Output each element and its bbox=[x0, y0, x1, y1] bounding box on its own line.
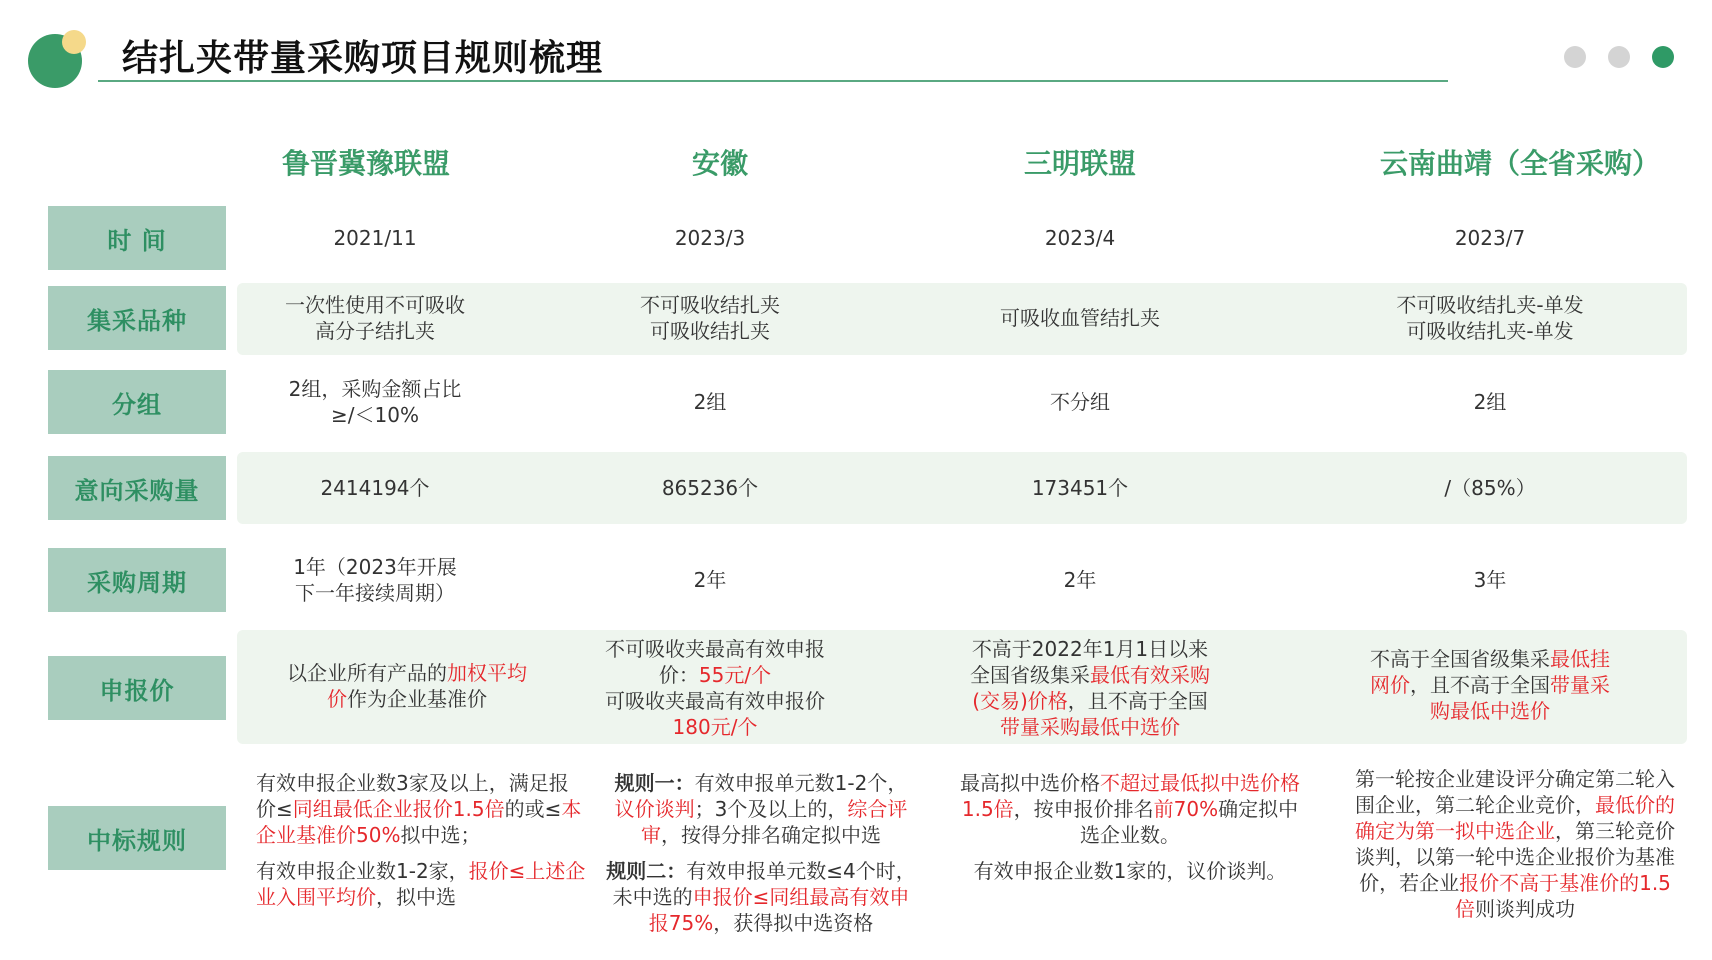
text: ，且不高于全国 bbox=[1410, 673, 1550, 697]
column-header-sanming: 三明联盟 bbox=[1023, 147, 1136, 180]
highlight-text: 带量采购最低中选价 bbox=[1000, 715, 1180, 739]
cell-line: 3年 bbox=[1473, 568, 1507, 592]
cell-volume-yunnan: /（85%） bbox=[1444, 476, 1536, 500]
text: 则谈判成功 bbox=[1475, 897, 1575, 921]
text: ，按申报价排名 bbox=[1013, 797, 1154, 821]
text: 不高于全国省级集采 bbox=[1370, 647, 1550, 671]
highlight-text: 综合评审 bbox=[641, 797, 908, 847]
cell-cycle-lujinjiyu bbox=[250, 548, 500, 612]
rule-title: 规则一： bbox=[614, 771, 695, 795]
cell-rule-lujinjiyu bbox=[256, 770, 586, 920]
text: 不可吸收夹最高有效申报价： bbox=[605, 637, 825, 687]
text: ；3个及以上的， bbox=[694, 797, 848, 821]
cell-variety-sanming bbox=[950, 286, 1210, 350]
highlight-text: 不超过最低拟中选价格1.5倍 bbox=[961, 771, 1300, 821]
cell-line: 可吸收血管结扎夹 bbox=[1000, 306, 1160, 330]
rule-paragraph bbox=[256, 858, 586, 910]
rule-paragraph bbox=[256, 770, 586, 848]
cell-line: 2年 bbox=[1063, 568, 1097, 592]
cell-rule-anhui bbox=[606, 770, 916, 940]
cell-line: ≥/＜10% bbox=[331, 403, 419, 427]
column-header-anhui: 安徽 bbox=[691, 147, 748, 180]
cell-line: 下一年接续周期） bbox=[295, 581, 455, 605]
cell-line: 1年（2023年开展 bbox=[293, 555, 457, 579]
text: ，获得拟中选资格 bbox=[713, 911, 874, 935]
text: 有效申报企业数1-2家， bbox=[256, 859, 469, 883]
row-label-rule: 中标规则 bbox=[48, 806, 226, 870]
cell-line: 高分子结扎夹 bbox=[315, 319, 435, 343]
cell-line: 不分组 bbox=[1050, 390, 1110, 414]
text: 作为企业基准价 bbox=[347, 687, 487, 711]
highlight-text: 55元/个 bbox=[698, 663, 772, 687]
highlight-text: 加权平均价 bbox=[327, 661, 527, 711]
highlight-text: 本企业基准价50% bbox=[256, 797, 582, 847]
highlight-text: 带量采购最低中选价 bbox=[1430, 673, 1610, 723]
rule-paragraph bbox=[606, 858, 916, 936]
page-dot bbox=[1564, 46, 1586, 68]
cell-time-sanming: 2023/4 bbox=[1044, 226, 1116, 250]
logo-icon bbox=[28, 30, 84, 86]
text: 可吸收夹最高有效申报价 bbox=[605, 689, 825, 713]
text: 不高于2022年1月1日以来全国省级集采 bbox=[970, 637, 1209, 687]
cell-cycle-sanming bbox=[950, 548, 1210, 612]
highlight-text: 申报价≤同组最高有效申报75% bbox=[648, 885, 910, 935]
text: 最高拟中选价格 bbox=[960, 771, 1100, 795]
text: 有效申报单元数1-2个， bbox=[694, 771, 908, 795]
highlight-text: 最低价的确定为第一拟中选企业 bbox=[1355, 793, 1675, 843]
cell-rule-yunnan bbox=[1350, 766, 1680, 936]
cell-price-sanming bbox=[965, 636, 1215, 744]
highlight-text: 报价≤上述企业入围平均价 bbox=[256, 859, 586, 909]
rule-paragraph: 有效申报企业数1家的，议价谈判。 bbox=[973, 859, 1287, 883]
highlight-text: 报价不高于基准价的1.5倍 bbox=[1455, 871, 1671, 921]
cell-volume-anhui: 865236个 bbox=[661, 476, 759, 500]
cell-line: 不可吸收结扎夹-单发 bbox=[1396, 293, 1584, 317]
text: 以企业所有产品的 bbox=[287, 661, 447, 685]
cell-line: 2年 bbox=[693, 568, 727, 592]
row-label-variety: 集采品种 bbox=[48, 286, 226, 350]
highlight-text: 同组最低企业报价1.5倍 bbox=[292, 797, 505, 821]
cell-variety-lujinjiyu bbox=[250, 286, 500, 350]
highlight-text: 最低有效采购(交易)价格 bbox=[972, 663, 1210, 713]
cell-group-yunnan bbox=[1350, 370, 1630, 434]
cell-volume-sanming: 173451个 bbox=[1031, 476, 1129, 500]
cell-line: 不可吸收结扎夹 bbox=[640, 293, 780, 317]
text: ，且不高于全国 bbox=[1067, 689, 1208, 713]
cell-group-lujinjiyu bbox=[250, 370, 500, 434]
rule-title: 规则二： bbox=[606, 859, 687, 883]
text: 第一轮按企业建设评分确定第二轮入围企业，第二轮企业竞价， bbox=[1355, 767, 1675, 817]
row-label-price: 申报价 bbox=[48, 656, 226, 720]
highlight-text: 前70% bbox=[1153, 797, 1219, 821]
cell-price-anhui bbox=[590, 636, 840, 744]
rule-paragraph bbox=[960, 770, 1300, 848]
text: 有效申报单元数≤4个时，未中选的 bbox=[612, 859, 916, 909]
cell-variety-anhui bbox=[580, 286, 840, 350]
cell-time-yunnan: 2023/7 bbox=[1454, 226, 1526, 250]
column-header-lujinjiyu: 鲁晋冀豫联盟 bbox=[281, 147, 450, 180]
cell-time-lujinjiyu: 2021/11 bbox=[333, 226, 417, 250]
row-label-group: 分组 bbox=[48, 370, 226, 434]
text: ，按得分排名确定拟中选 bbox=[661, 823, 881, 847]
title-underline bbox=[98, 80, 1448, 82]
page-indicator bbox=[1564, 46, 1674, 68]
cell-cycle-yunnan bbox=[1350, 548, 1630, 612]
text: 有效申报企业数3家及以上，满足报价≤ bbox=[256, 771, 569, 821]
cell-rule-sanming bbox=[960, 770, 1300, 920]
page-dot bbox=[1608, 46, 1630, 68]
highlight-text: 议价谈判 bbox=[614, 797, 695, 821]
cell-line: 可吸收结扎夹 bbox=[650, 319, 770, 343]
cell-price-lujinjiyu bbox=[282, 640, 532, 736]
cell-cycle-anhui bbox=[580, 548, 840, 612]
cell-volume-lujinjiyu: 2414194个 bbox=[320, 476, 430, 500]
highlight-text: 180元/个 bbox=[672, 715, 758, 739]
cell-variety-yunnan bbox=[1350, 286, 1630, 350]
cell-time-anhui: 2023/3 bbox=[674, 226, 746, 250]
cell-group-sanming bbox=[950, 370, 1210, 434]
text: 拟中选； bbox=[400, 823, 481, 847]
cell-line: 一次性使用不可吸收 bbox=[285, 293, 465, 317]
cell-price-yunnan bbox=[1365, 646, 1615, 736]
text: ，拟中选 bbox=[376, 885, 456, 909]
text: ，第三轮竞价谈判，以第一轮中选企业报价为基准价，若企业 bbox=[1355, 819, 1675, 895]
cell-line: 可吸收结扎夹-单发 bbox=[1406, 319, 1574, 343]
rule-paragraph bbox=[606, 770, 916, 848]
text: 确定拟中选企业数。 bbox=[1080, 797, 1299, 847]
text: 的或≤ bbox=[504, 797, 562, 821]
cell-line: 2组 bbox=[1473, 390, 1507, 414]
page-title: 结扎夹带量采购项目规则梳理 bbox=[122, 38, 604, 79]
cell-group-anhui bbox=[580, 370, 840, 434]
column-header-yunnan: 云南曲靖（全省采购） bbox=[1379, 147, 1660, 180]
row-label-cycle: 采购周期 bbox=[48, 548, 226, 612]
highlight-text: 最低挂网价 bbox=[1370, 647, 1610, 697]
row-label-time: 时 间 bbox=[48, 206, 226, 270]
row-label-volume: 意向采购量 bbox=[48, 456, 226, 520]
cell-line: 2组 bbox=[693, 390, 727, 414]
cell-line: 2组，采购金额占比 bbox=[288, 377, 462, 401]
page-dot-active bbox=[1652, 46, 1674, 68]
